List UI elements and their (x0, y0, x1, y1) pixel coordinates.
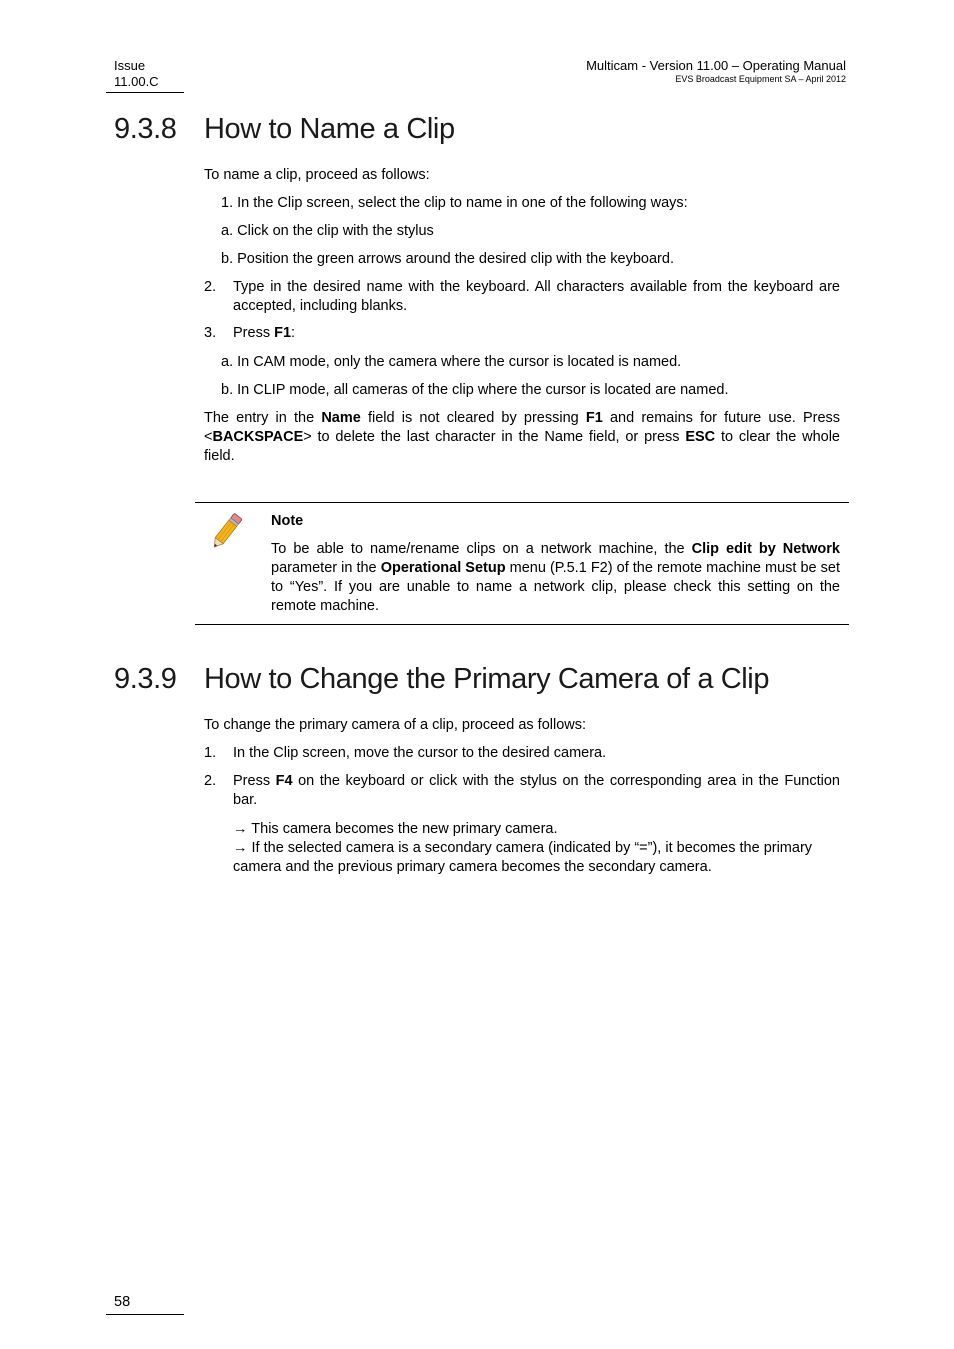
bold-run: BACKSPACE (212, 429, 304, 445)
text-run: Press (233, 773, 276, 789)
step-1 (204, 744, 840, 764)
text-run: parameter in the (271, 560, 381, 576)
key-f4: F4 (275, 773, 293, 789)
key-f1: F1 (274, 325, 292, 341)
issue-block (114, 58, 159, 90)
intro-text: To name a clip, proceed as follows: (204, 167, 430, 183)
pencil-icon (205, 511, 247, 553)
intro-text: To change the primary camera of a clip, proceed as follows: (204, 717, 587, 733)
step-3a: a. In CAM mode, only the camera where the cursor is located is named. (221, 354, 682, 370)
step-3 (204, 324, 840, 344)
result-item (233, 820, 833, 839)
header-rule (106, 92, 184, 93)
step-1: 1. In the Clip screen, select the clip to name in one of the following ways: (221, 195, 688, 211)
section-number: 9.3.9 (114, 663, 177, 695)
issue-label: Issue (114, 58, 146, 73)
step-2 (204, 278, 840, 318)
section-title: How to Change the Primary Camera of a Clip (204, 663, 770, 695)
bold-run: Name (321, 410, 361, 426)
step-1b: b. Position the green arrows around the desired clip with the keyboard. (221, 251, 674, 267)
manual-header (586, 58, 846, 85)
bold-run: Clip edit by Network (691, 541, 840, 557)
bold-run: F1 (585, 410, 603, 426)
step-2 (204, 772, 840, 812)
step-number: 2. (204, 279, 217, 295)
section-heading-name-clip (114, 113, 455, 146)
text-run: and remains for future use. Press < (204, 410, 841, 445)
section-title: How to Name a Clip (204, 113, 455, 145)
step-text (233, 772, 840, 810)
publisher-line: EVS Broadcast Equipment SA – April 2012 (675, 74, 846, 84)
footer-rule (106, 1314, 184, 1315)
note-body (271, 540, 840, 616)
manual-title: Multicam - Version 11.00 – Operating Manual (586, 58, 846, 73)
text-run: field is not cleared by pressing (360, 410, 586, 426)
bold-run: Operational Setup (380, 560, 506, 576)
text-run: To be able to name/rename clips on a network machine, the (271, 541, 692, 557)
text-run: to clear the whole field. (204, 429, 840, 464)
text-run: > to delete the last character in the Name field, or press (303, 429, 686, 445)
result-list (233, 820, 833, 877)
text-run: on the keyboard or click with the stylus on the corresponding area in the Function bar. (233, 773, 840, 808)
result-text: If the selected camera is a secondary camera (indicated by “=”), it becomes the primary camera and the previous primary camera becomes the secondary camera. (233, 840, 813, 875)
section-number: 9.3.8 (114, 113, 177, 145)
section-heading-primary-camera (114, 663, 769, 696)
step-1a: a. Click on the clip with the stylus (221, 223, 434, 239)
note-top-rule (195, 502, 849, 503)
step-number: 2. (204, 773, 217, 789)
text-run: The entry in the (204, 410, 322, 426)
step-text (233, 324, 840, 343)
result-text: This camera becomes the new primary camera. (247, 821, 558, 837)
step-number: 1. (204, 745, 217, 761)
issue-number: 11.00.C (114, 74, 159, 89)
page-number: 58 (114, 1294, 131, 1310)
name-field-paragraph (204, 409, 840, 466)
note-title: Note (271, 513, 304, 529)
bold-run: ESC (685, 429, 716, 445)
arrow-icon: → (233, 840, 248, 856)
step-text: Type in the desired name with the keyboard. All characters available from the keyboard are accepted, including blanks. (233, 279, 840, 314)
arrow-icon: → (233, 821, 248, 837)
text-run: menu (P.5.1 F2) of the remote machine must be set to “Yes”. If you are unable to name a network clip, please check this setting on the remote machine. (271, 560, 840, 614)
step-3b: b. In CLIP mode, all cameras of the clip where the cursor is located are named. (221, 382, 729, 398)
step-text-post: : (291, 325, 296, 341)
note-bottom-rule (195, 624, 849, 625)
result-item (233, 839, 833, 877)
step-text-pre: Press (233, 325, 275, 341)
step-text: In the Clip screen, move the cursor to the desired camera. (233, 745, 607, 761)
step-number: 3. (204, 325, 217, 341)
